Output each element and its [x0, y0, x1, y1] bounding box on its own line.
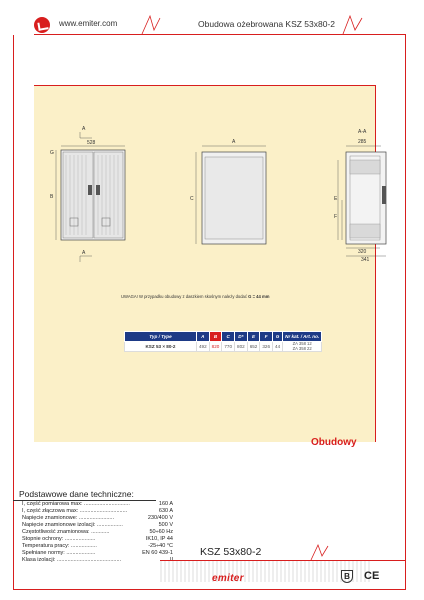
spec-label: Temperatura pracy: ................. [22, 543, 97, 549]
table-header-f: F [260, 332, 273, 342]
table-header-catalog-number: Nr kat. / Art. no. [283, 332, 322, 342]
section-dim-341: 341 [361, 257, 370, 263]
section-label-f: F [334, 214, 338, 220]
section-dim-320: 320 [358, 249, 367, 255]
warning-note-bold: G = 44 mm [248, 294, 270, 299]
table-header-b: B [209, 332, 222, 342]
front-label-b: B [50, 194, 54, 200]
spec-value: 500 V [158, 522, 173, 528]
spec-label: Napięcie znamionowe izolacji: ................. [22, 522, 123, 528]
spec-value: 230/400 V [147, 515, 173, 521]
front-dim-width: 528 [87, 140, 96, 146]
spec-value: 50÷60 Hz [149, 529, 173, 535]
spec-value: -25÷40 °C [148, 543, 173, 549]
spec-value: 160 A [158, 501, 173, 507]
front-label-top: A [82, 126, 86, 132]
table-header-d: D* [235, 332, 248, 342]
spec-value: IK10, IP 44 [145, 536, 173, 542]
ce-mark-icon: CE [364, 570, 380, 582]
section-label: Obudowy [311, 437, 357, 448]
table-cell-d: 802 [235, 342, 248, 352]
specs-title: Podstawowe dane techniczne: [13, 489, 156, 501]
spec-label: I, część pomiarowa max: .............................. [22, 501, 130, 507]
table-cell-type: KSZ 53 × 80-2 [125, 342, 197, 352]
table-cell-catalog-number: ZA 358 12 ZA 358 22 [283, 342, 322, 352]
spec-label: Spełniane normy: ................... [22, 550, 96, 556]
spec-value: 630 A [158, 508, 173, 514]
table-header-a: A [197, 332, 210, 342]
table-header-e: E [247, 332, 260, 342]
table-cell-f: 326 [260, 342, 273, 352]
table-cell-a: 492 [197, 342, 210, 352]
table-cell-b: 820 [209, 342, 222, 352]
table-header-g: G [273, 332, 283, 342]
table-cell-e: 652 [247, 342, 260, 352]
side-label-a: A [232, 139, 236, 145]
table-header-c: C [222, 332, 235, 342]
spec-label: I, część złączowa max: ............................... [22, 508, 128, 514]
spec-label: Częstotliwość znamionowa: ............ [22, 529, 110, 535]
spec-value: EN 60 439-1 [142, 550, 173, 556]
site-url[interactable]: www.emiter.com [59, 19, 118, 28]
table-header-type: Typ / Type [125, 332, 197, 342]
section-label-aa: A-A [358, 129, 367, 135]
front-label-bottom: A [82, 250, 86, 256]
emiter-brand-logo: emiter [212, 573, 244, 584]
warning-note-text: UWAGA! W przypadku obudowy z daszkiem skośnym należy dodać [121, 294, 249, 299]
spec-label: Stopnie ochrony: .................... [22, 536, 96, 542]
front-label-g: G [50, 150, 54, 156]
table-cell-c: 770 [222, 342, 235, 352]
spec-label: Klasa izolacji: .......................................... [22, 557, 122, 563]
document-title: Obudowa ożebrowana KSZ 53x80-2 [198, 19, 336, 29]
b-certificate-icon: B [341, 570, 353, 583]
section-label-e: E [334, 196, 338, 202]
model-name: KSZ 53x80-2 [200, 546, 262, 558]
spec-label: Napięcie znamionowe: ....................... [22, 515, 115, 521]
section-dim-285: 285 [358, 139, 367, 145]
table-cell-g: 44 [273, 342, 283, 352]
side-label-c: C [190, 196, 194, 202]
